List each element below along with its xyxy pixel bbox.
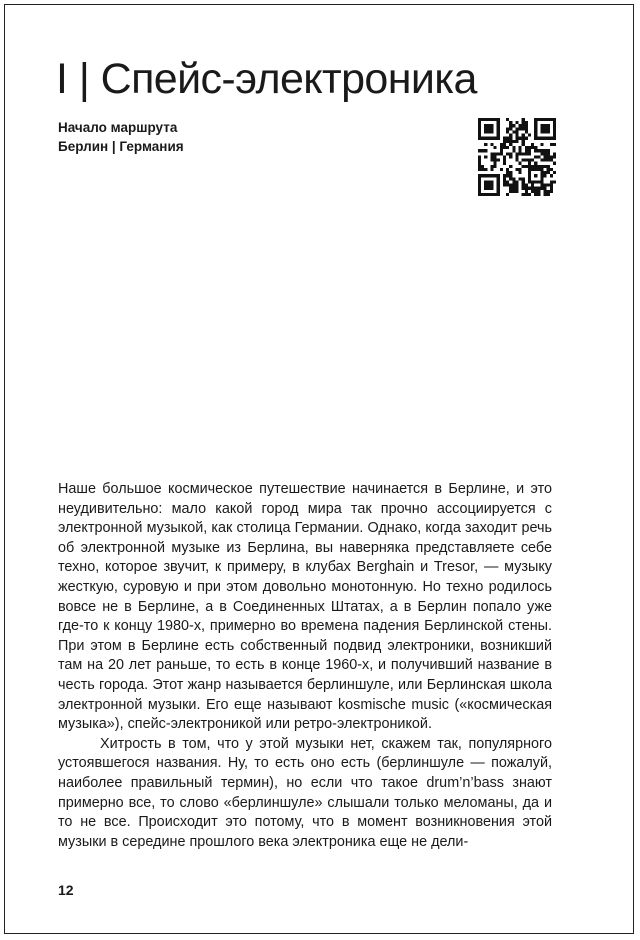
route-label: Начало маршрута [58,120,178,135]
body-text [58,480,552,852]
route-block [58,118,184,156]
paragraph-1: Наше большое космическое путешествие начинается в Берлине, и это неудивительно: мало какой город мира так прочно ассоциируется с электронной музыкой, как столица Германии. Однако, когда заходит речь об электронной музыке из Берлина, вы наверняка представляете себе техно, которое звучит, к примеру, в клубах Berghain и Tresor, — музыку жесткую, суровую и при этом довольно монотонную. Но техно родилось вовсе не в Берлине, а в Соединенных Штатах, а в Берлин попало уже где-то к концу 1980-х, примерно во времена падения Берлинской стены. При этом в Берлине есть собственный подвид электроники, возникший там на 20 лет раньше, то есть в конце 1960-х, и получивший название в честь города. Этот жанр называется берлиншуле, или Берлинская школа электронной музыки. Его еще называют kosmische music («космическая музыка»), спейс-электроникой или ретро-электроникой. [58,481,552,733]
page-number: 12 [58,882,74,898]
chapter-title: I | Спейс-электроника [56,55,477,103]
qr-code-icon[interactable] [478,118,556,196]
route-location: Берлин | Германия [58,139,184,154]
paragraph-2: Хитрость в том, что у этой музыки нет, скажем так, популярного устоявшегося названия. Ну, то есть оно есть (берлиншуле — пожалуй, наиболее правильный термин), но если что такое drum’n’bass знают примерно все, то слово «берлиншуле» слышали только меломаны, да и то не все. Происходит это потому, что в момент возникновения этой музыки в середине прошлого века электроника еще не дели- [58,735,552,850]
